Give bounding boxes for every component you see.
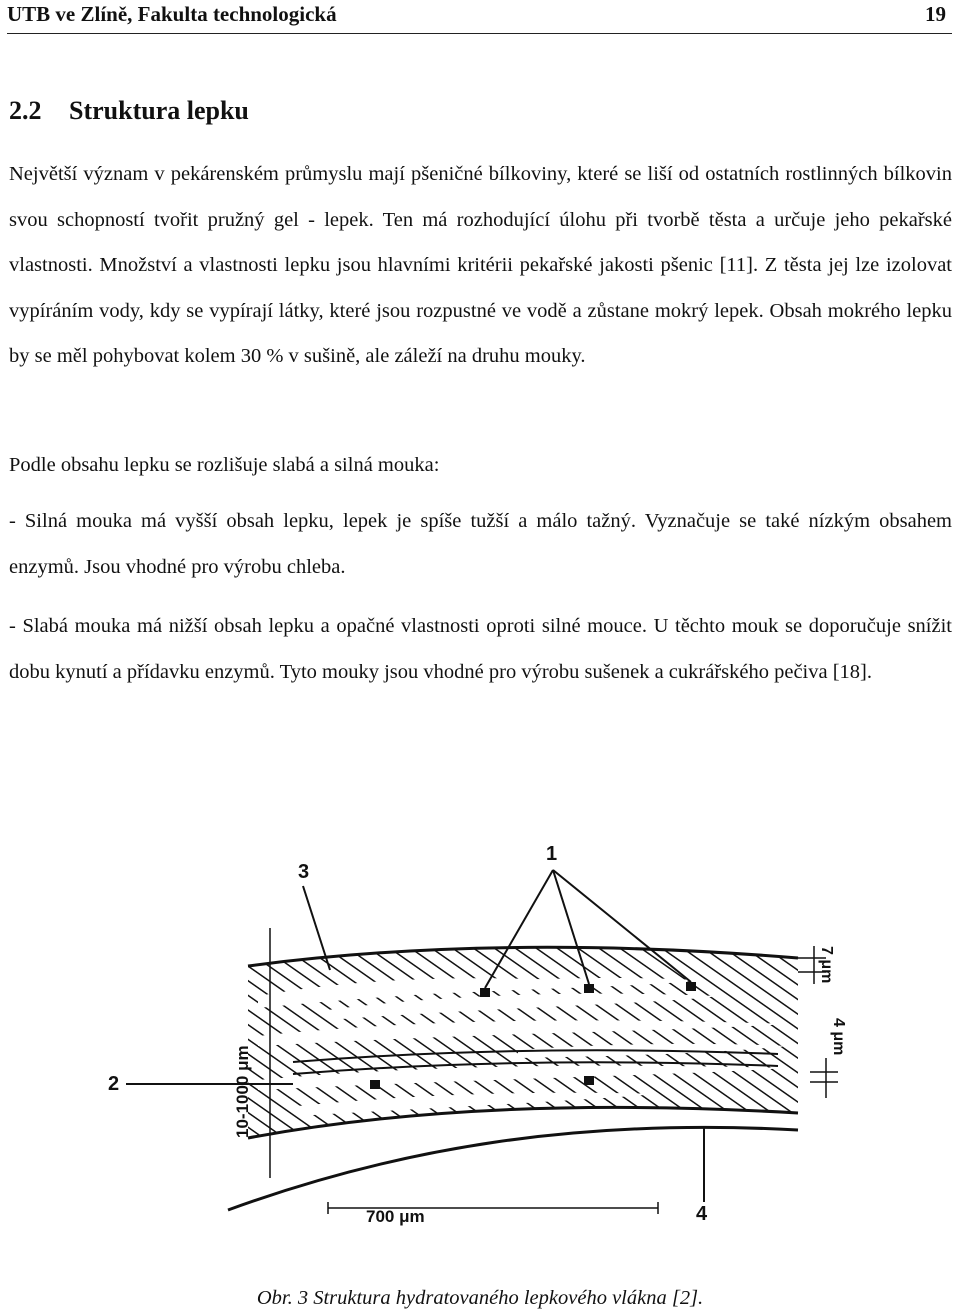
dim-vertical: 10-1000 μm <box>233 1045 252 1138</box>
header-page-number: 19 <box>925 2 946 26</box>
dim-horizontal: 700 μm <box>366 1207 425 1226</box>
paragraph-strong-flour: - Silná mouka má vyšší obsah lepku, lepek je spíše tužší a málo tažný. Vyznačuje se také nízkým obsahem enzymů. Jsou vhodné pro výrobu chleba. <box>9 510 952 578</box>
figure-caption: Obr. 3 Struktura hydratovaného lepkového vlákna [2]. <box>256 1287 704 1309</box>
section-title: Struktura lepku <box>69 96 249 125</box>
paragraph-weak-flour: - Slabá mouka má nižší obsah lepku a opačné vlastnosti oproti silné mouce. U těchto mouk se doporučuje snížit dobu kynutí a přídavku enzymů. Tyto mouky jsou vhodné pro výrobu sušenek a cukrářského pečiva [18]. <box>9 615 952 683</box>
label-4: 4 <box>696 1203 708 1225</box>
dim-mid-right: 4 μm <box>830 1018 847 1056</box>
paragraph-intro: Největší význam v pekárenském průmyslu mají pšeničné bílkoviny, které se liší od ostatních rostlinných bílkovin svou schopností tvořit pružný gel - lepek. Ten má rozhodující úlohu při tvorbě těsta a určuje jeho pekařské vlastnosti. Množství a vlastnosti lepku jsou hlavními kritérii pekařské jakosti pšenic [11]. Z těsta jej lze izolovat vypíráním vody, kdy se vypírají látky, které jsou rozpustné ve vodě a zůstane mokrý lepek. Obsah mokrého lepku by se měl pohybovat kolem 30 % v sušině, ale záleží na druhu mouky. <box>9 163 952 368</box>
section-heading <box>9 96 249 126</box>
paragraph-flour-types: Podle obsahu lepku se rozlišuje slabá a silná mouka: <box>9 454 440 476</box>
header-institution: UTB ve Zlíně, Fakulta technologická <box>7 2 337 26</box>
label-2: 2 <box>108 1073 120 1095</box>
gluten-fiber-diagram <box>98 818 858 1263</box>
label-1: 1 <box>546 843 558 865</box>
section-number: 2.2 <box>9 96 42 125</box>
fiber-body <box>228 947 798 1210</box>
dim-top-right: 7 μm <box>818 946 835 984</box>
page-header <box>7 0 952 34</box>
label-3: 3 <box>298 861 310 883</box>
